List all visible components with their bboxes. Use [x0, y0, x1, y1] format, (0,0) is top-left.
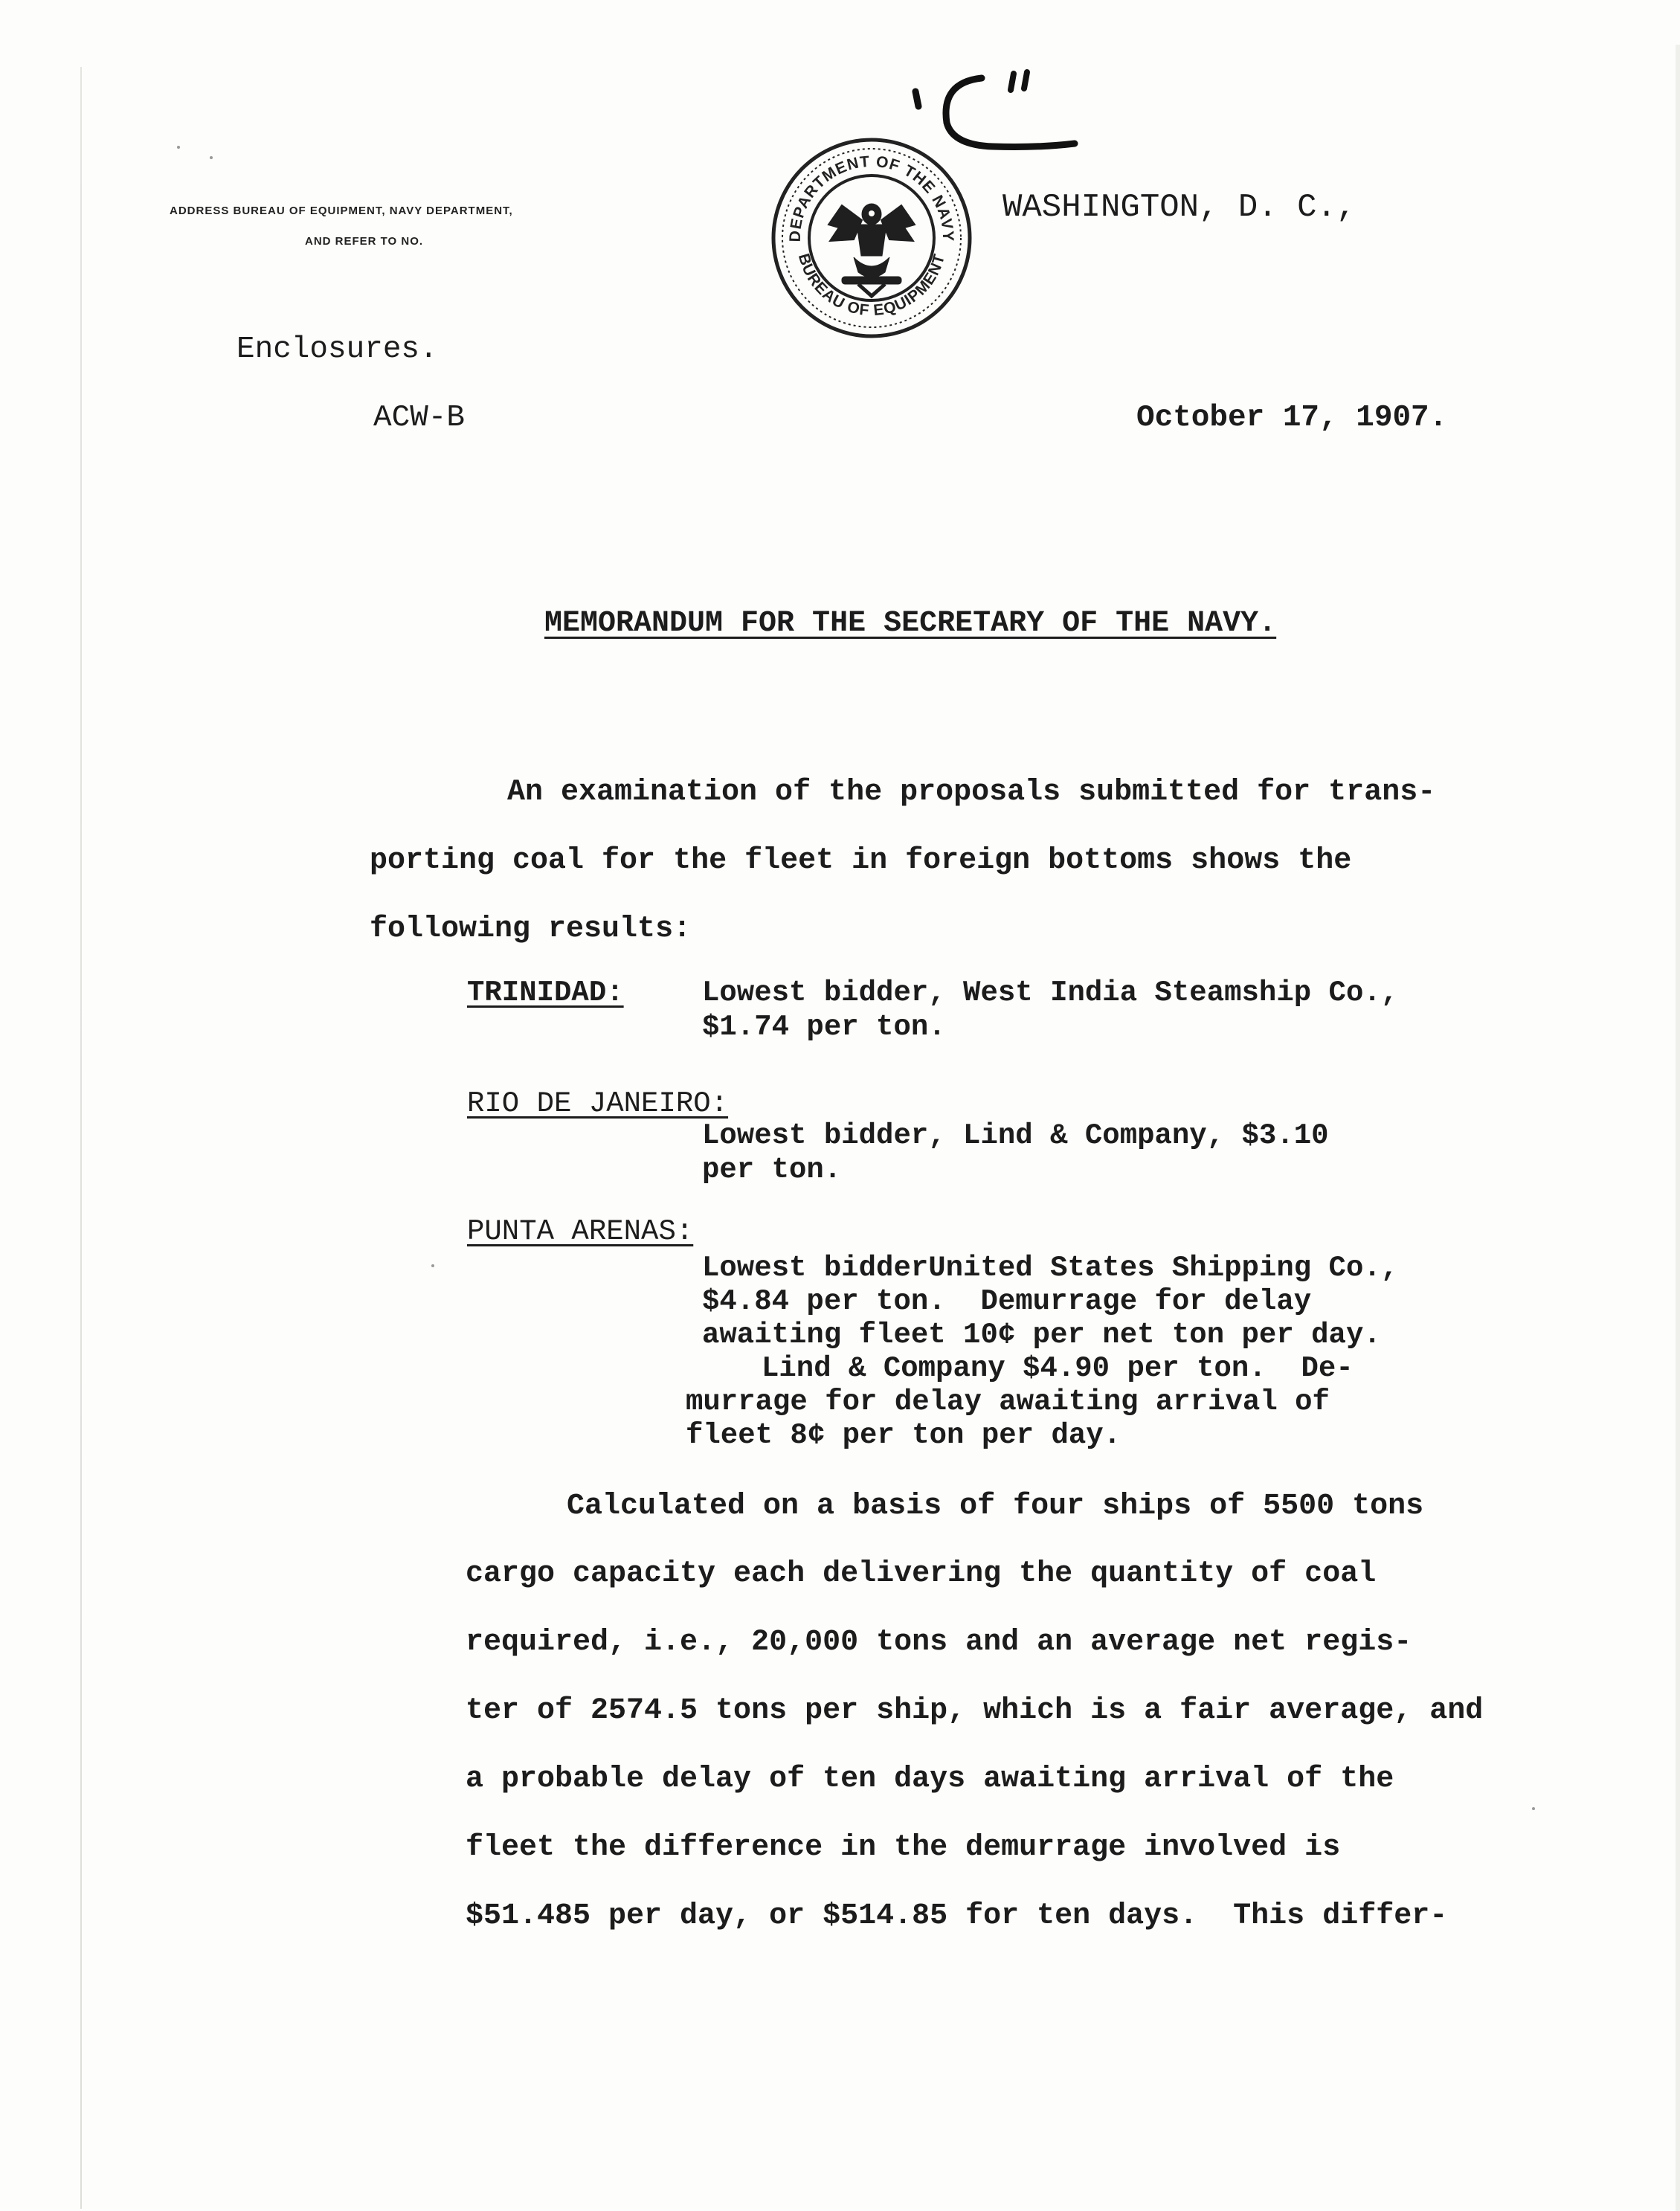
intro-line: An examination of the proposals submitted for trans- — [507, 776, 1436, 809]
body-line: Calculated on a basis of four ships of 5500 tons — [567, 1490, 1424, 1523]
port-detail-line: Lowest bidder, West India Steamship Co., — [702, 976, 1399, 1009]
body-line: cargo capacity each delivering the quantity of coal — [466, 1557, 1377, 1591]
paper-speck — [431, 1264, 434, 1267]
memo-date: October 17, 1907. — [1136, 401, 1448, 435]
port-detail-line: Lowest bidder, Lind & Company, $3.10 — [702, 1119, 1329, 1152]
seal-bottom-text: BUREAU OF EQUIPMENT — [794, 251, 949, 320]
port-detail-line: fleet 8¢ per ton per day. — [686, 1419, 1121, 1452]
body-line: $51.485 per day, or $514.85 for ten days. This differ- — [466, 1899, 1448, 1933]
letterhead-refer-line: AND REFER TO NO. — [305, 235, 424, 248]
port-label-trinidad: TRINIDAD: — [467, 976, 624, 1009]
paper-speck — [1532, 1807, 1535, 1810]
reference-code: ACW-B — [373, 401, 466, 435]
body-line: ter of 2574.5 tons per ship, which is a fair average, and — [466, 1694, 1484, 1728]
page-edge-shadow — [80, 67, 82, 2209]
handwritten-c-mark — [911, 63, 1097, 167]
letterhead-city: WASHINGTON, D. C., — [1002, 189, 1356, 226]
page-edge-right — [1676, 45, 1680, 2211]
seal-top-text: DEPARTMENT OF THE NAVY — [786, 152, 957, 242]
intro-line: porting coal for the fleet in foreign bottoms shows the — [370, 844, 1352, 878]
port-label-rio-de-janeiro: RIO DE JANEIRO: — [467, 1087, 729, 1120]
port-detail-line: Lowest bidderUnited States Shipping Co., — [702, 1252, 1399, 1284]
memo-title: MEMORANDUM FOR THE SECRETARY OF THE NAVY. — [544, 607, 1277, 640]
intro-line: following results: — [370, 913, 692, 946]
body-line: fleet the difference in the demurrage involved is — [466, 1831, 1341, 1864]
port-label-punta-arenas: PUNTA ARENAS: — [467, 1215, 694, 1248]
body-line: required, i.e., 20,000 tons and an average net regis- — [466, 1626, 1412, 1659]
paper-speck — [177, 146, 180, 149]
paper-speck — [210, 156, 213, 159]
port-detail-line: awaiting fleet 10¢ per net ton per day. — [702, 1319, 1381, 1351]
port-detail-line: $4.84 per ton. Demurrage for delay — [702, 1285, 1312, 1318]
port-detail-line: murrage for delay awaiting arrival of — [686, 1386, 1330, 1418]
port-detail-line: $1.74 per ton. — [702, 1011, 946, 1043]
port-detail-line: Lind & Company $4.90 per ton. De- — [762, 1352, 1354, 1385]
enclosures-note: Enclosures. — [236, 332, 438, 367]
letterhead-address-line: ADDRESS BUREAU OF EQUIPMENT, NAVY DEPARTMENT, — [170, 205, 513, 217]
port-detail-line: per ton. — [702, 1153, 842, 1186]
body-line: a probable delay of ten days awaiting arrival of the — [466, 1763, 1394, 1796]
